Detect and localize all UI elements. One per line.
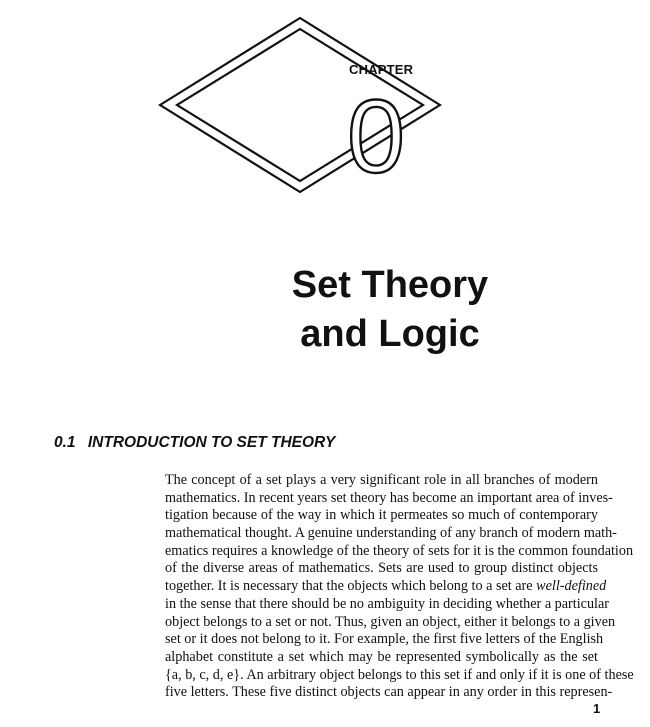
body-line: five letters. These five distinct objects can appear in any order in this represen- (165, 684, 613, 701)
section-heading (54, 434, 335, 452)
body-line (165, 578, 607, 596)
body-line: object belongs to a set or not. Thus, given an object, either it belongs to a given (165, 613, 616, 630)
body-line: ematics requires a knowledge of the theory of sets for it is the common foundation (165, 542, 634, 559)
emphasis-well-defined: well-defined (536, 578, 607, 595)
body-paragraph (165, 472, 634, 702)
section-title: INTRODUCTION TO SET THEORY (87, 434, 336, 451)
body-line: mathematics. In recent years set theory has become an important area of inves- (165, 489, 613, 506)
chapter-title-line-2: and Logic (300, 313, 480, 355)
chapter-title-line-1: Set Theory (291, 264, 489, 306)
body-line: alphabet constitute a set which may be represented symbolically as the set (165, 648, 598, 665)
chapter-number-glyph: 0 (347, 84, 405, 184)
body-line: mathematical thought. A genuine understanding of any branch of modern math- (165, 525, 617, 542)
body-line: The concept of a set plays a very significant role in all branches of modern (165, 472, 598, 488)
body-line: tigation because of the way in which it permeates so much of contemporary (165, 507, 598, 524)
body-line: {a, b, c, d, e}. An arbitrary object belongs to this set if and only if it is one of these (165, 666, 634, 683)
body-line: of the diverse areas of mathematics. Sets are used to group distinct objects (165, 560, 598, 577)
body-line-text: together. It is necessary that the objects which belong to a set are (165, 578, 533, 595)
body-line: set or it does not belong to it. For example, the first five letters of the English (165, 631, 604, 648)
chapter-label: CHAPTER (349, 62, 414, 77)
section-number: 0.1 (54, 434, 76, 451)
chapter-number (346, 84, 406, 184)
page-number: 1 (593, 701, 601, 716)
body-line: in the sense that there should be no ambiguity in deciding whether a particular (165, 595, 610, 612)
